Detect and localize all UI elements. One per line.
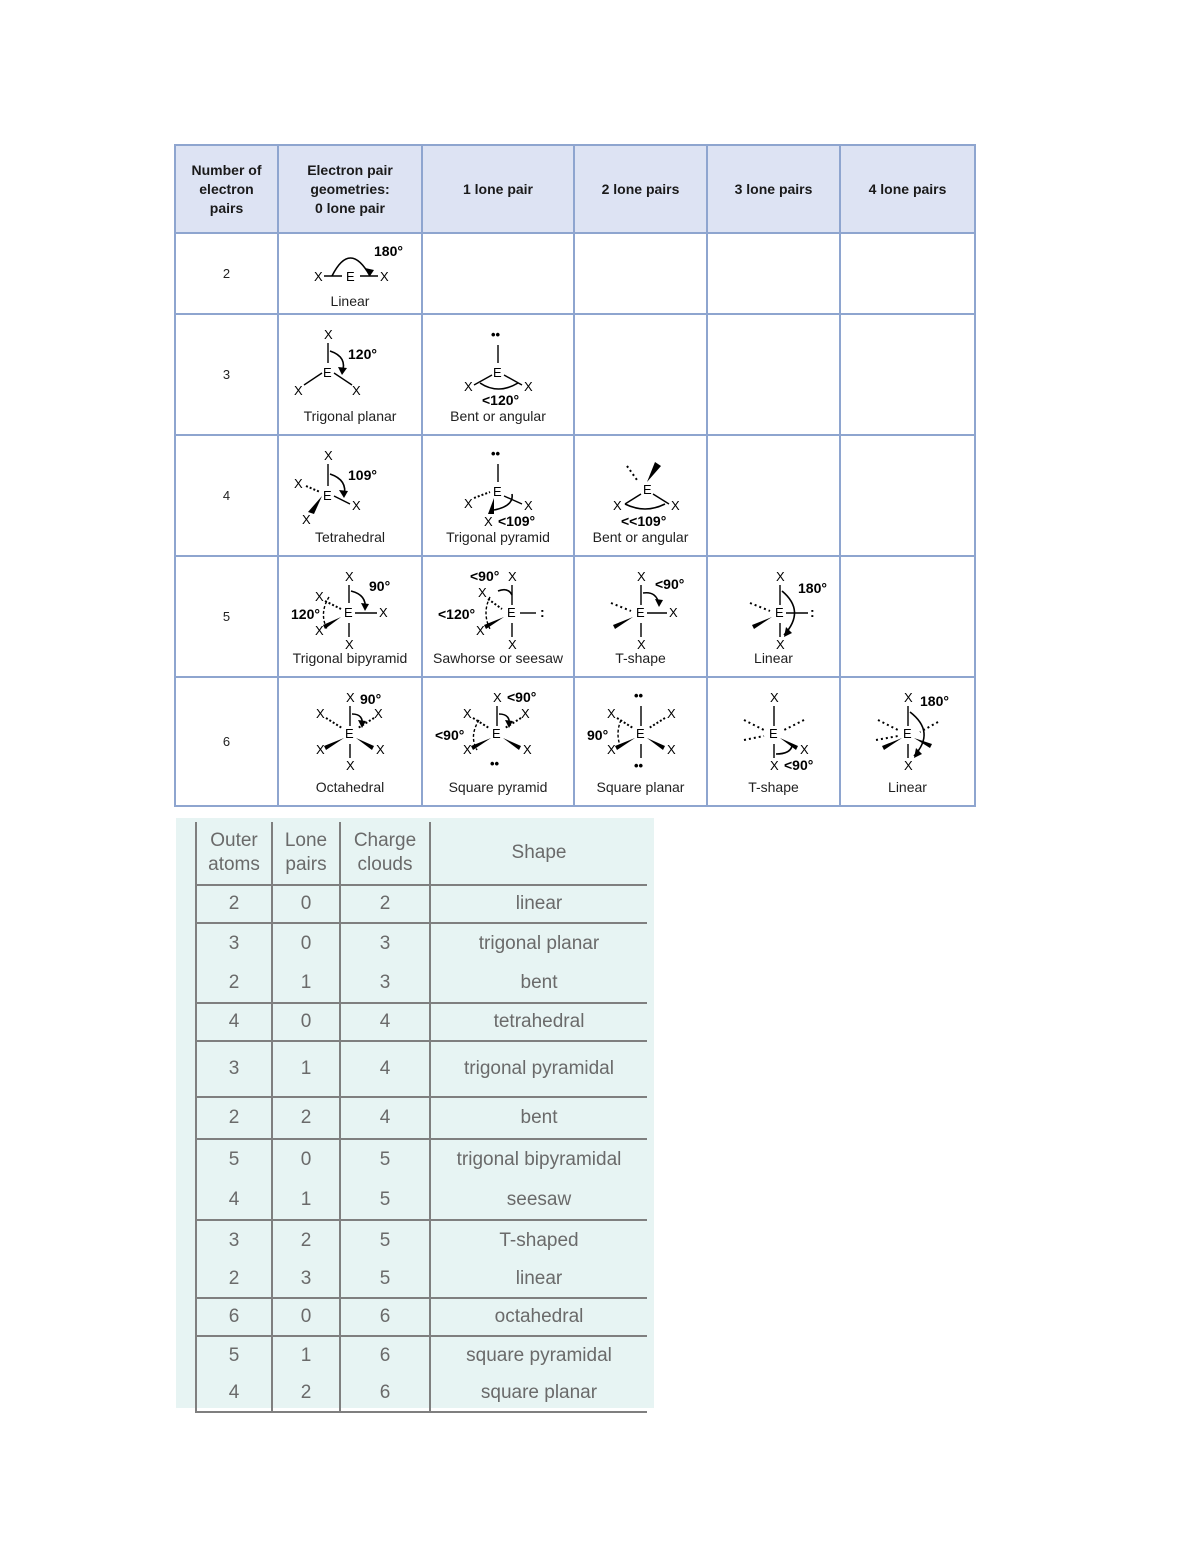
lone-pairs-cell: 1	[300, 1345, 312, 1366]
shape-name-cell: octahedral	[430, 1298, 647, 1336]
charge-clouds-cell: 5	[340, 1220, 430, 1261]
svg-text:<90°: <90°	[783, 757, 813, 773]
shape-name-cell: linear	[430, 1261, 647, 1298]
t-shape-5-molecule-diagram	[581, 567, 701, 649]
linear-6-molecule-diagram	[848, 688, 968, 778]
geometry-name: Bent or angular	[450, 408, 546, 424]
svg-text:X: X	[903, 690, 913, 705]
pairs-count: 6	[175, 677, 278, 806]
svg-text:X: X	[769, 690, 779, 705]
shape-table-row	[196, 885, 647, 923]
linear-5-molecule-diagram	[714, 567, 834, 649]
shape-table-row	[196, 1180, 647, 1220]
header-number-of-pairs: Number of electron pairs	[175, 145, 278, 233]
shape-table-row	[196, 1336, 647, 1375]
geometry-cell-bent-4	[574, 435, 707, 556]
geometry-cell-octahedral	[278, 677, 422, 806]
svg-text:120°: 120°	[291, 606, 320, 622]
svg-text:X: X	[464, 379, 473, 394]
svg-text:120°: 120°	[348, 346, 377, 362]
empty-cell	[840, 314, 975, 435]
geometry-cell-trigonal-bipyramid	[278, 556, 422, 677]
svg-text:X: X	[345, 569, 354, 584]
trigonal-planar-molecule-diagram	[290, 325, 410, 407]
header-3-lone-pairs: 3 lone pairs	[707, 145, 840, 233]
lone-pairs-cell: 1	[272, 1180, 340, 1220]
bent-molecule-diagram	[438, 325, 558, 407]
shape-table-row	[196, 1139, 647, 1180]
shape-table-row	[196, 1298, 647, 1336]
empty-cell	[422, 233, 574, 314]
geometry-cell-linear	[278, 233, 422, 314]
geometry-row-5	[175, 556, 975, 677]
svg-text:E: E	[493, 365, 502, 380]
geometry-row-3	[175, 314, 975, 435]
svg-text::: :	[540, 604, 545, 620]
charge-clouds-cell: 4	[340, 1041, 430, 1097]
svg-text:X: X	[636, 637, 646, 649]
outer-atoms-cell: 2	[196, 963, 272, 1003]
lone-pairs-cell: 0	[300, 1149, 312, 1170]
shape-table-row	[196, 1375, 647, 1412]
empty-cell	[707, 435, 840, 556]
svg-text:E: E	[768, 726, 778, 741]
octahedral-molecule-diagram	[290, 688, 410, 778]
svg-text:<90°: <90°	[654, 576, 684, 592]
geometry-name: Square planar	[596, 779, 685, 795]
svg-text:X: X	[376, 742, 385, 757]
svg-text:180°: 180°	[919, 693, 949, 709]
header-2-lone-pairs: 2 lone pairs	[574, 145, 707, 233]
pairs-count: 3	[175, 314, 278, 435]
shape-table-row	[196, 1097, 647, 1139]
empty-cell	[840, 556, 975, 677]
svg-text:X: X	[769, 758, 779, 773]
svg-text:X: X	[352, 498, 361, 513]
svg-text:X: X	[799, 742, 809, 757]
geometry-row-6	[175, 677, 975, 806]
empty-cell	[574, 233, 707, 314]
svg-text:E: E	[345, 726, 354, 741]
svg-text:90°: 90°	[586, 727, 608, 743]
svg-text:X: X	[612, 498, 622, 513]
svg-text:E: E	[344, 605, 353, 620]
geometry-name: Square pyramid	[448, 779, 548, 795]
lone-pairs-cell: 2	[300, 1230, 312, 1251]
square-pyramid-molecule-diagram	[433, 688, 563, 778]
svg-text:E: E	[346, 269, 355, 284]
geometry-name: T-shape	[748, 779, 799, 795]
geometry-name: Bent or angular	[592, 529, 689, 545]
svg-text:X: X	[524, 498, 533, 513]
geometry-cell-trigonal-pyramid	[422, 435, 574, 556]
trigonal-bipyramid-molecule-diagram	[285, 567, 415, 649]
header-charge-clouds: Charge clouds	[340, 822, 430, 885]
svg-text:E: E	[323, 488, 332, 503]
svg-text:X: X	[352, 383, 361, 398]
svg-text:X: X	[775, 637, 785, 649]
shape-name-cell: bent	[430, 1097, 647, 1139]
svg-text:X: X	[478, 585, 487, 600]
shape-table-row	[196, 1220, 647, 1261]
svg-text:X: X	[345, 637, 354, 649]
svg-text:<109°: <109°	[498, 513, 536, 528]
shape-name-cell: seesaw	[430, 1180, 647, 1220]
linear-molecule-diagram	[290, 238, 410, 292]
shape-name-cell: square pyramidal	[466, 1345, 612, 1366]
shape-summary-table	[195, 822, 647, 1413]
svg-text:E: E	[635, 726, 645, 741]
shape-name-cell: trigonal pyramidal	[430, 1041, 647, 1097]
geometry-name: Trigonal planar	[303, 408, 397, 424]
trigonal-pyramid-molecule-diagram	[438, 446, 558, 528]
svg-text:90°: 90°	[360, 691, 382, 707]
svg-text:<120°: <120°	[438, 606, 476, 622]
svg-text:X: X	[315, 589, 324, 604]
svg-text:X: X	[508, 569, 517, 584]
shape-name-cell: trigonal planar	[478, 932, 600, 954]
svg-text:X: X	[346, 690, 355, 705]
svg-text:X: X	[524, 379, 533, 394]
svg-text:<<109°: <<109°	[620, 513, 666, 528]
outer-atoms-cell: 2	[196, 1097, 272, 1139]
outer-atoms-cell: 3	[196, 1041, 272, 1097]
lone-pairs-cell: 1	[272, 1041, 340, 1097]
svg-text:X: X	[314, 269, 323, 284]
svg-text:X: X	[346, 758, 355, 773]
seesaw-molecule-diagram	[428, 567, 568, 649]
svg-text:X: X	[523, 742, 532, 757]
svg-text:X: X	[521, 706, 530, 721]
outer-atoms-cell: 4	[196, 1375, 272, 1412]
geometry-name: Linear	[888, 779, 927, 795]
geometry-cell-linear-5	[707, 556, 840, 677]
charge-clouds-cell: 5	[340, 1180, 430, 1220]
svg-text:X: X	[668, 605, 678, 620]
svg-text:E: E	[492, 726, 501, 741]
outer-atoms-cell: 2	[196, 885, 272, 923]
empty-cell	[574, 314, 707, 435]
svg-text:180°: 180°	[797, 580, 827, 596]
square-planar-molecule-diagram	[581, 688, 701, 778]
svg-text:X: X	[315, 623, 324, 638]
vsepr-geometry-table	[174, 144, 976, 807]
charge-clouds-cell: 4	[340, 1003, 430, 1041]
svg-text:E: E	[902, 726, 912, 741]
lone-pairs-cell: 0	[300, 932, 312, 954]
empty-cell	[840, 435, 975, 556]
shape-table-row	[196, 923, 647, 963]
svg-text:<90°: <90°	[435, 727, 465, 743]
shape-table-row	[196, 1003, 647, 1041]
svg-text:X: X	[374, 706, 383, 721]
charge-clouds-cell: 6	[340, 1298, 430, 1336]
geometry-row-2	[175, 233, 975, 314]
shape-table-row	[196, 1261, 647, 1298]
outer-atoms-cell: 4	[196, 1180, 272, 1220]
svg-text:X: X	[476, 623, 485, 638]
svg-text:X: X	[324, 327, 333, 342]
svg-text:E: E	[323, 365, 332, 380]
geometry-cell-bent	[422, 314, 574, 435]
svg-text:X: X	[294, 476, 303, 491]
geometry-name: Linear	[754, 650, 793, 666]
lone-pairs-cell: 2	[272, 1097, 340, 1139]
svg-text:X: X	[324, 448, 333, 463]
svg-text:X: X	[380, 269, 389, 284]
outer-atoms-cell: 5	[196, 1139, 272, 1180]
svg-text:X: X	[493, 690, 502, 705]
charge-clouds-cell: 5	[340, 1139, 430, 1180]
outer-atoms-cell: 3	[196, 923, 272, 963]
geometry-name: Octahedral	[315, 779, 385, 795]
geometry-name: T-shape	[615, 650, 666, 666]
tetrahedral-molecule-diagram	[290, 446, 410, 528]
t-shape-6-molecule-diagram	[714, 688, 834, 778]
svg-text:X: X	[302, 512, 311, 527]
svg-text:••: ••	[491, 327, 501, 342]
geometry-cell-trigonal-planar	[278, 314, 422, 435]
charge-clouds-cell: 2	[340, 885, 430, 923]
geometry-cell-square-pyramid	[422, 677, 574, 806]
lone-pairs-cell: 3	[272, 1261, 340, 1298]
shape-name-cell: tetrahedral	[430, 1003, 647, 1041]
svg-text:••: ••	[491, 446, 501, 461]
svg-text:90°: 90°	[369, 578, 391, 594]
geometry-name: Trigonal pyramid	[446, 529, 550, 545]
svg-text:E: E	[507, 605, 516, 620]
svg-text::: :	[809, 604, 815, 620]
svg-text:109°: 109°	[348, 467, 377, 483]
svg-text:X: X	[903, 758, 913, 773]
svg-text:X: X	[666, 706, 676, 721]
geometry-name: Trigonal bipyramid	[292, 650, 408, 666]
geometry-cell-seesaw	[422, 556, 574, 677]
bent-tetrahedral-molecule-diagram	[581, 446, 701, 528]
geometry-cell-t-shape	[574, 556, 707, 677]
svg-text:X: X	[606, 706, 616, 721]
svg-text:X: X	[463, 706, 472, 721]
charge-clouds-cell: 6	[340, 1336, 430, 1375]
svg-text:X: X	[636, 569, 646, 584]
svg-text:X: X	[484, 514, 493, 528]
shape-table-row	[196, 963, 647, 1003]
svg-text:X: X	[508, 637, 517, 649]
svg-text:X: X	[775, 569, 785, 584]
svg-text:••: ••	[633, 758, 643, 773]
header-4-lone-pairs: 4 lone pairs	[840, 145, 975, 233]
shape-name-cell: linear	[430, 885, 647, 923]
shape-table-row	[196, 1041, 647, 1097]
svg-text:X: X	[666, 742, 676, 757]
shape-name-cell: bent	[430, 963, 647, 1003]
svg-text:E: E	[493, 484, 502, 499]
shape-name-cell: trigonal bipyramidal	[456, 1149, 622, 1170]
geometry-cell-square-planar	[574, 677, 707, 806]
svg-text:X: X	[294, 383, 303, 398]
charge-clouds-cell: 5	[340, 1261, 430, 1298]
geometry-name: Tetrahedral	[314, 529, 386, 545]
empty-cell	[707, 233, 840, 314]
svg-text:••: ••	[490, 756, 500, 771]
shape-name-cell: square planar	[430, 1375, 647, 1412]
lone-pairs-cell: 0	[272, 1298, 340, 1336]
svg-text:X: X	[316, 742, 325, 757]
header-electron-pair-geometry: Electron pair geometries: 0 lone pair	[278, 145, 422, 233]
svg-text:••: ••	[633, 688, 643, 703]
header-lone-pairs: Lone pairs	[272, 822, 340, 885]
svg-text:<120°: <120°	[482, 392, 520, 407]
geometry-cell-tetrahedral	[278, 435, 422, 556]
svg-text:X: X	[464, 496, 473, 511]
svg-text:X: X	[606, 742, 616, 757]
svg-text:<90°: <90°	[470, 568, 500, 584]
outer-atoms-cell: 4	[196, 1003, 272, 1041]
header-outer-atoms: Outer atoms	[196, 822, 272, 885]
svg-text:E: E	[642, 482, 652, 497]
outer-atoms-cell: 3	[196, 1220, 272, 1261]
geometry-table-header-row	[175, 145, 975, 233]
svg-text:X: X	[463, 742, 472, 757]
svg-text:X: X	[670, 498, 680, 513]
lone-pairs-cell: 1	[272, 963, 340, 1003]
charge-clouds-cell: 3	[340, 963, 430, 1003]
svg-text:X: X	[379, 605, 388, 620]
lone-pairs-cell: 0	[272, 1003, 340, 1041]
empty-cell	[840, 233, 975, 314]
geometry-name: Sawhorse or seesaw	[433, 650, 563, 666]
header-shape: Shape	[430, 822, 647, 885]
header-1-lone-pair: 1 lone pair	[422, 145, 574, 233]
lone-pairs-cell: 2	[272, 1375, 340, 1412]
pairs-count: 4	[175, 435, 278, 556]
lone-pairs-cell: 0	[272, 885, 340, 923]
outer-atoms-cell: 2	[196, 1261, 272, 1298]
pairs-count: 2	[175, 233, 278, 314]
empty-cell	[707, 314, 840, 435]
charge-clouds-cell: 4	[340, 1097, 430, 1139]
geometry-cell-linear-6	[840, 677, 975, 806]
geometry-row-4	[175, 435, 975, 556]
shape-table-header-row	[196, 822, 647, 885]
geometry-cell-t-shape-6	[707, 677, 840, 806]
outer-atoms-cell: 5	[196, 1336, 272, 1375]
shape-name-cell: T-shaped	[499, 1230, 579, 1251]
charge-clouds-cell: 3	[340, 923, 430, 963]
svg-text:E: E	[635, 605, 645, 620]
svg-text:<90°: <90°	[507, 689, 537, 705]
geometry-name: Linear	[330, 293, 370, 309]
svg-text:X: X	[316, 706, 325, 721]
pairs-count: 5	[175, 556, 278, 677]
angle-label: 180°	[374, 243, 403, 259]
outer-atoms-cell: 6	[196, 1298, 272, 1336]
charge-clouds-cell: 6	[340, 1375, 430, 1412]
shape-table-body	[196, 885, 647, 1412]
svg-text:E: E	[774, 605, 784, 620]
